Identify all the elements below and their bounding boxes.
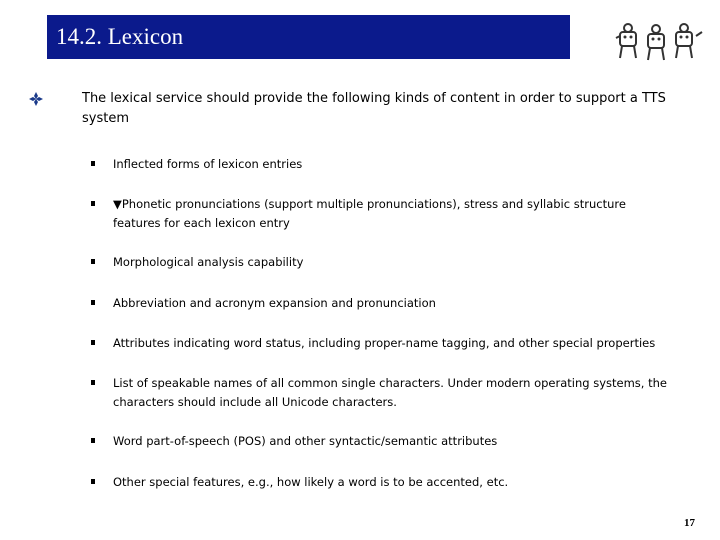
list-item-text: Word part-of-speech (POS) and other syntactic/semantic attributes bbox=[113, 434, 498, 448]
square-bullet-icon bbox=[91, 479, 95, 484]
square-bullet-icon bbox=[91, 380, 95, 385]
list-item-text: Morphological analysis capability bbox=[113, 255, 304, 269]
square-bullet-icon bbox=[91, 340, 95, 345]
title-bar bbox=[47, 15, 570, 59]
main-point: The lexical service should provide the following kinds of content in order to support a TTS system bbox=[82, 91, 666, 126]
list-item-text: ▼Phonetic pronunciations (support multiple pronunciations), stress and syllabic structure features for each lexicon entry bbox=[113, 197, 626, 230]
list-item-text: Inflected forms of lexicon entries bbox=[113, 157, 303, 171]
square-bullet-icon bbox=[91, 438, 95, 443]
square-bullet-icon bbox=[91, 259, 95, 264]
list-item-text: Other special features, e.g., how likely a word is to be accented, etc. bbox=[113, 475, 509, 489]
square-bullet-icon bbox=[91, 300, 95, 305]
people-logo-icon bbox=[614, 22, 706, 64]
list-item-text: List of speakable names of all common single characters. Under modern operating systems, the characters should include all Unicode characters. bbox=[113, 376, 667, 409]
diamond-bullet-icon bbox=[29, 92, 43, 106]
page-number: 17 bbox=[684, 517, 695, 529]
slide-title: 14.2. Lexicon bbox=[56, 24, 184, 49]
square-bullet-icon bbox=[91, 201, 95, 206]
square-bullet-icon bbox=[91, 161, 95, 166]
list-item-text: Abbreviation and acronym expansion and pronunciation bbox=[113, 296, 436, 310]
list-item-text: Attributes indicating word status, including proper-name tagging, and other special properties bbox=[113, 336, 656, 350]
